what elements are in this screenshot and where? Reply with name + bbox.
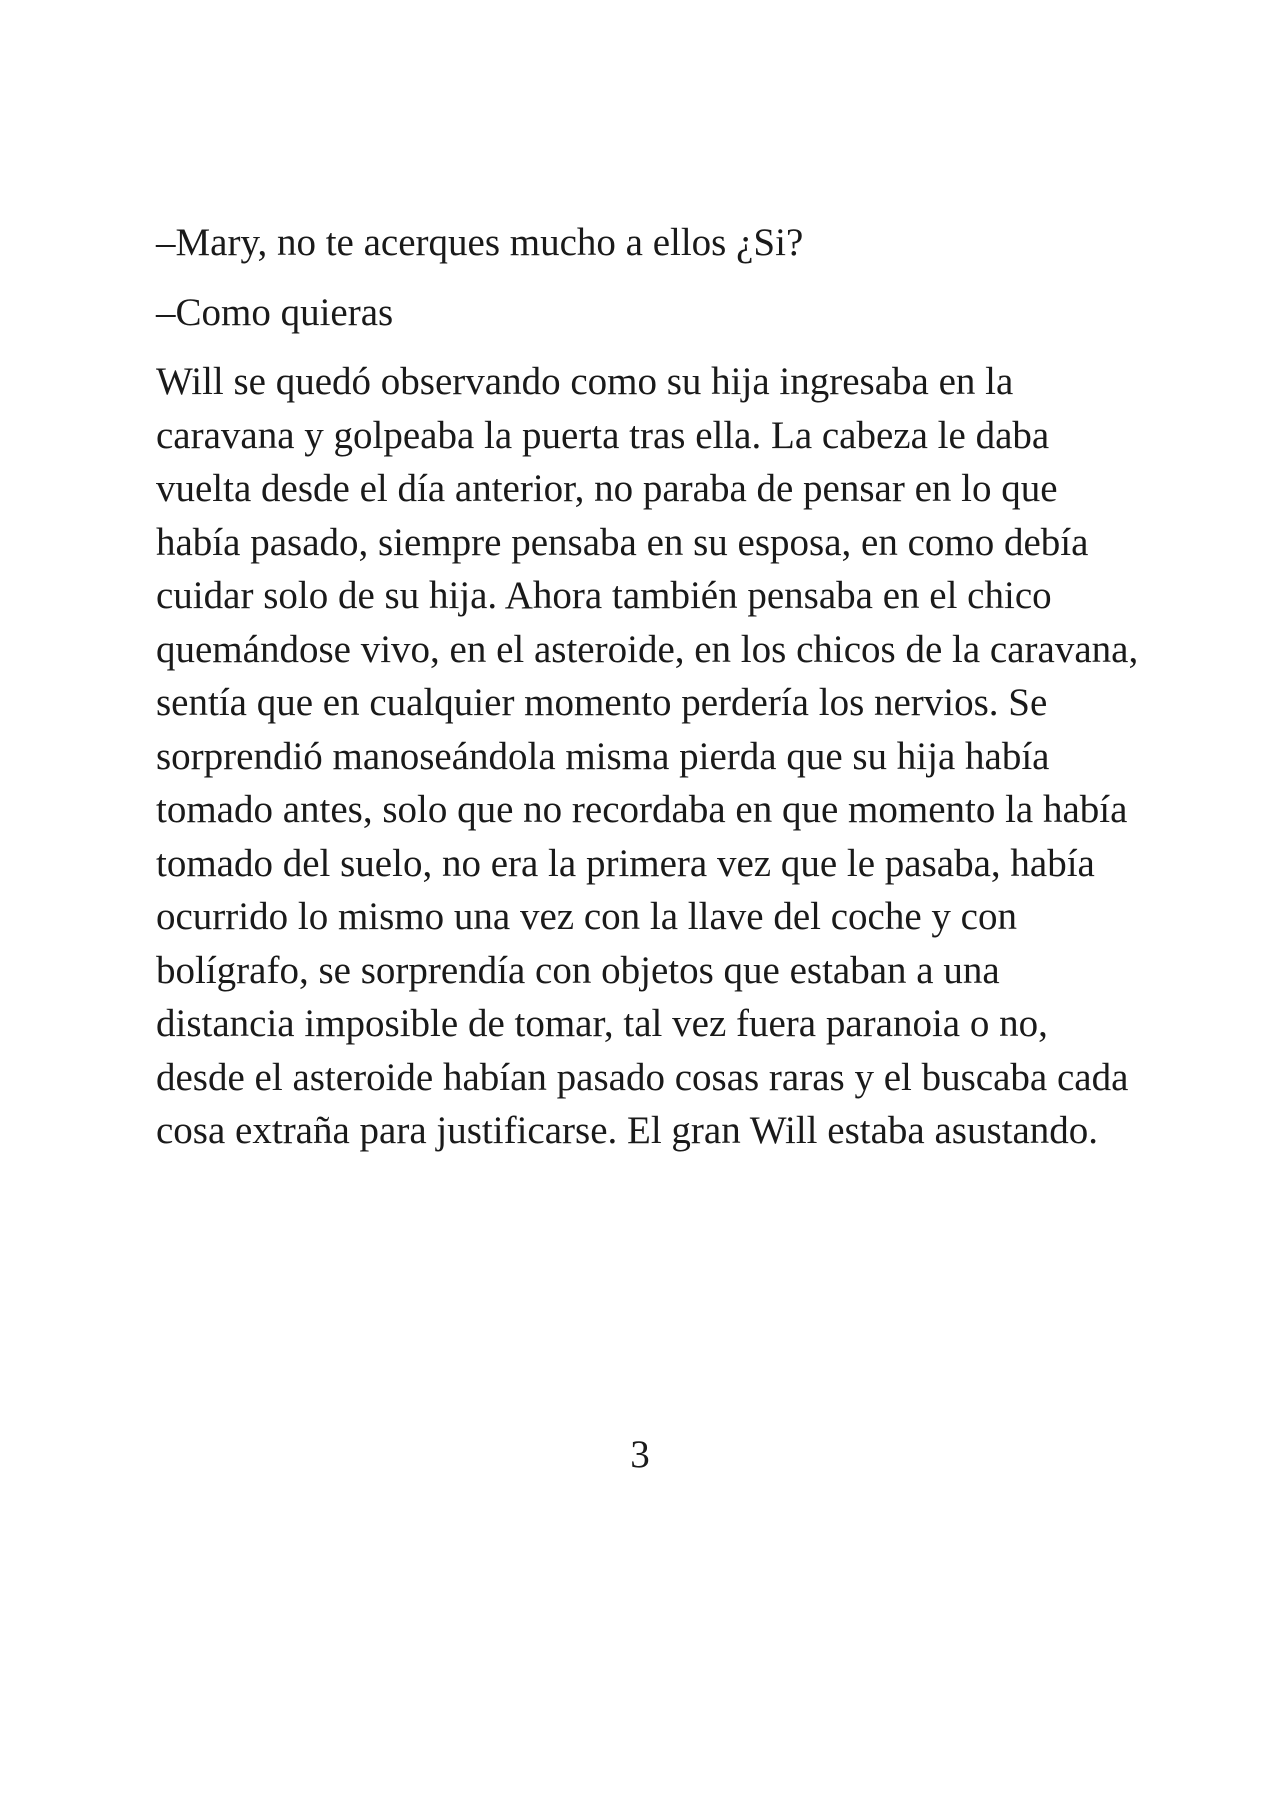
dialogue-line-1: –Mary, no te acerques mucho a ellos ¿Si? [156,221,804,264]
page-number: 3 [630,1433,650,1476]
body-text [156,216,1146,1158]
dialogue-line-2: –Como quieras [156,290,394,334]
narrative-paragraph: Will se quedó observando como su hija ingresaba en la caravana y golpeaba la puerta tras ella. La cabeza le daba vuelta desde el día anterior, no paraba de pensar en lo que había pasado, siempre pensaba en su esposa, en como debía cuidar solo de su hija. Ahora también pensaba en el chico quemándose vivo, en el asteroide, en los chicos de la caravana, sentía que en cualquier momento perdería los nervios. Se sorprendió manoseándola misma pierda que su hija había tomado antes, solo que no recordaba en que momento la había tomado del suelo, no era la primera vez que le pasaba, había ocurrido lo mismo una vez con la llave del coche y con bolígrafo, se sorprendía con objetos que estaban a una distancia imposible de tomar, tal vez fuera paranoia o no, desde el asteroide habían pasado cosas raras y el buscaba cada cosa extraña para justificarse. El gran Will estaba asustando. [156,360,1139,1152]
